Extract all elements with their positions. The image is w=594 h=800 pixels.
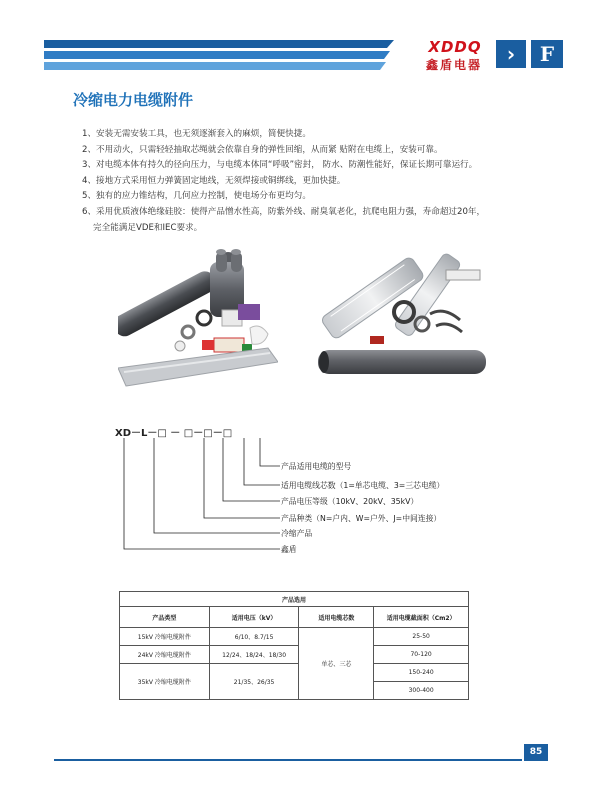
page-number: 85 (524, 744, 548, 761)
table-cell: 21/35、26/35 (209, 664, 299, 700)
feature-item: 6、采用优质液体绝缘硅胶：使得产品憎水性高，防紫外线、耐臭氧老化，抗爬电阻力强，寿命超过20年， (82, 206, 486, 217)
legend-label: 产品适用电缆的型号 (281, 462, 352, 471)
legend-label: 鑫盾 (281, 545, 297, 554)
table-row (120, 646, 469, 664)
table-cell: 35kV 冷缩电缆附件 (120, 664, 210, 700)
feature-item: 3、对电缆本体有持久的径向压力，与电缆本体同“呼吸”密封， 防水、防潮性能好，保证长期可靠运行。 (82, 160, 478, 171)
header-stripes (44, 40, 394, 70)
legend-label: 冷缩产品 (281, 529, 313, 538)
table-cell: 25-50 (374, 628, 469, 646)
feature-item: 4、接地方式采用恒力弹簧固定地线，无须焊接或铜绑线，更加快捷。 (82, 175, 346, 186)
table-cell: 24kV 冷缩电缆附件 (120, 646, 210, 664)
table-cell: 15kV 冷缩电缆附件 (120, 628, 210, 646)
feature-item: 完全能满足VDE和IEC要求。 (93, 222, 203, 233)
product-photo-kit (118, 240, 278, 390)
table-row (120, 628, 469, 646)
table-caption: 产品选用 (120, 592, 469, 607)
feature-item: 1、安装无需安装工具，也无须逐渐套入的麻烦，简便快捷。 (82, 129, 311, 139)
table-header: 适用电压（kV） (209, 607, 299, 628)
table-cell: 单芯、三芯 (299, 628, 374, 700)
feature-item: 5、独有的应力锥结构，几何应力控制，使电场分布更均匀。 (82, 191, 311, 202)
footer-rule (54, 759, 522, 761)
brand-logo: XDDQ (428, 38, 482, 56)
table-header: 适用电缆芯数 (299, 607, 374, 628)
table-header: 适用电缆截面积（Cm2） (374, 607, 469, 628)
legend-label: 适用电缆线芯数（1=单芯电缆、3=三芯电缆） (281, 481, 445, 490)
table-cell: 150-240 (374, 664, 469, 682)
product-selection-table (119, 591, 469, 700)
brand-name: 鑫盾电器 (425, 58, 482, 72)
feature-item: 2、不用动火，只需轻轻抽取芯绳就会依靠自身的弹性回缩，从而紧 贴附在电缆上，安装可靠。 (82, 144, 443, 155)
table-cell: 70-120 (374, 646, 469, 664)
product-photo-terminations (318, 240, 488, 380)
feature-list (82, 127, 562, 236)
legend-label: 产品电压等级（10kV、20kV、35kV） (281, 497, 419, 506)
table-header: 产品类型 (120, 607, 210, 628)
table-row (120, 664, 469, 682)
model-code: XD－L－□ － □－□－□ (115, 428, 233, 439)
legend-label: 产品种类（N=户内、W=户外、J=中间连接） (281, 514, 442, 523)
page-title: 冷缩电力电缆附件 (73, 91, 194, 109)
table-cell: 6/10、8.7/15 (209, 628, 299, 646)
section-letter-badge: F (531, 40, 563, 68)
model-code-brackets (110, 434, 290, 554)
table-cell: 300-400 (374, 682, 469, 700)
table-cell: 12/24、18/24、18/30 (209, 646, 299, 664)
chevron-right-icon: › (496, 40, 526, 68)
